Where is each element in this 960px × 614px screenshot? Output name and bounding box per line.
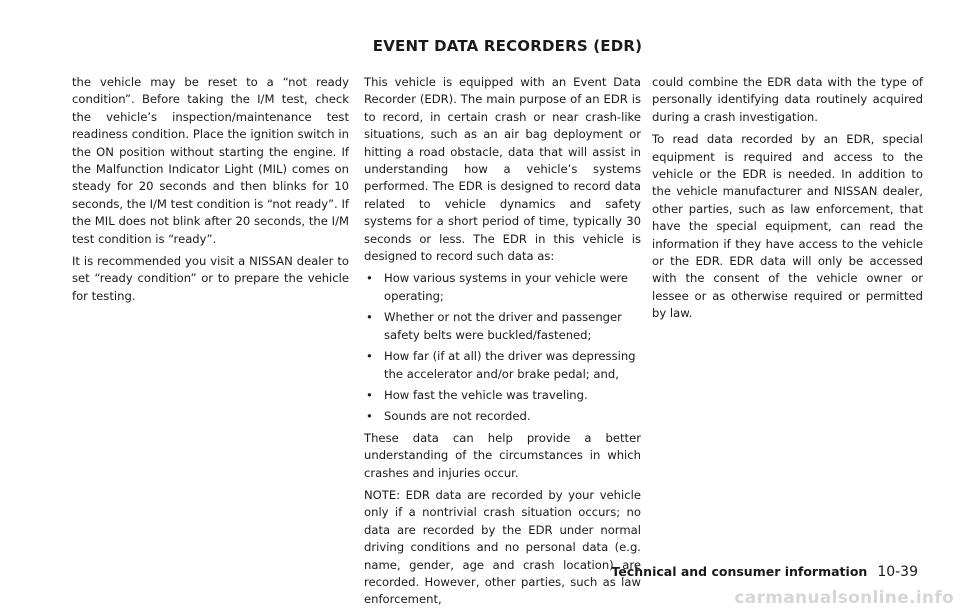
section-heading: EVENT DATA RECORDERS (EDR) — [372, 37, 643, 55]
column-right — [652, 74, 923, 328]
list-item — [364, 348, 641, 383]
column-left — [72, 74, 349, 310]
paragraph: To read data recorded by an EDR, special equipment is required and access to the vehicle or the EDR is needed. In addition to the vehicle manufacturer and NISSAN dealer, other parties, such as law enforcement, that have the special equipment, can read the information if they have access to the vehicle or the EDR. EDR data will only be accessed with the consent of the vehicle owner or lessee or as otherwise required or permitted by law. — [652, 132, 923, 321]
bullet-marker: • — [366, 271, 373, 286]
bullet-marker: • — [366, 409, 373, 424]
list-item-text: Whether or not the driver and passenger safety belts were buckled/fastened; — [384, 310, 622, 342]
paragraph: could combine the EDR data with the type of personally identifying data routinely acquired during a crash investigation. — [652, 75, 923, 124]
list-item — [364, 408, 641, 425]
list-item-text: How far (if at all) the driver was depressing the accelerator and/or brake pedal; and, — [384, 349, 636, 381]
list-item — [364, 387, 641, 404]
list-item-text: How various systems in your vehicle were operating; — [384, 271, 628, 303]
paragraph: It is recommended you visit a NISSAN dealer to set “ready condition” or to prepare the vehicle for testing. — [72, 254, 349, 303]
footer-section-title: Technical and consumer information — [611, 564, 868, 579]
note-paragraph: NOTE: EDR data are recorded by your vehicle only if a nontrivial crash situation occurs; no data are recorded by the EDR under normal driving conditions and no personal data (e.g. name, gender, age and crash location) are recorded. However, other parties, such as law enforcement, — [364, 487, 641, 607]
bullet-marker: • — [366, 387, 373, 402]
paragraph: These data can help provide a better understanding of the circumstances in which crashes and injuries occur. — [364, 430, 641, 480]
page-footer — [612, 564, 918, 580]
watermark: carmanualsonline.info — [734, 588, 954, 608]
recorded-data-list — [364, 270, 641, 425]
column-middle — [364, 74, 641, 614]
list-item — [364, 309, 641, 344]
list-item — [364, 270, 641, 305]
bullet-marker: • — [366, 349, 373, 364]
page-number: 10-39 — [877, 564, 918, 580]
paragraph: the vehicle may be reset to a “not ready condition”. Before taking the I/M test, check the vehicle’s inspection/maintenance test readiness condition. Place the ignition switch in the ON position without starting the engine. If the Malfunction Indicator Light (MIL) comes on steady for 20 seconds and then blinks for 10 seconds, the I/M test condition is “not ready”. If the MIL does not blink after 20 seconds, the I/M test condition is “ready”. — [72, 75, 349, 246]
list-item-text: How fast the vehicle was traveling. — [384, 387, 588, 402]
list-item-text: Sounds are not recorded. — [384, 409, 531, 424]
intro-paragraph: This vehicle is equipped with an Event Data Recorder (EDR). The main purpose of an EDR is to record, in certain crash or near crash-like situations, such as an air bag deployment or hitting a road obstacle, data that will assist in understanding how a vehicle’s systems performed. The EDR is designed to record data related to vehicle dynamics and safety systems for a short period of time, typically 30 seconds or less. The EDR in this vehicle is designed to record such data as: — [364, 75, 641, 264]
bullet-marker: • — [366, 310, 373, 325]
